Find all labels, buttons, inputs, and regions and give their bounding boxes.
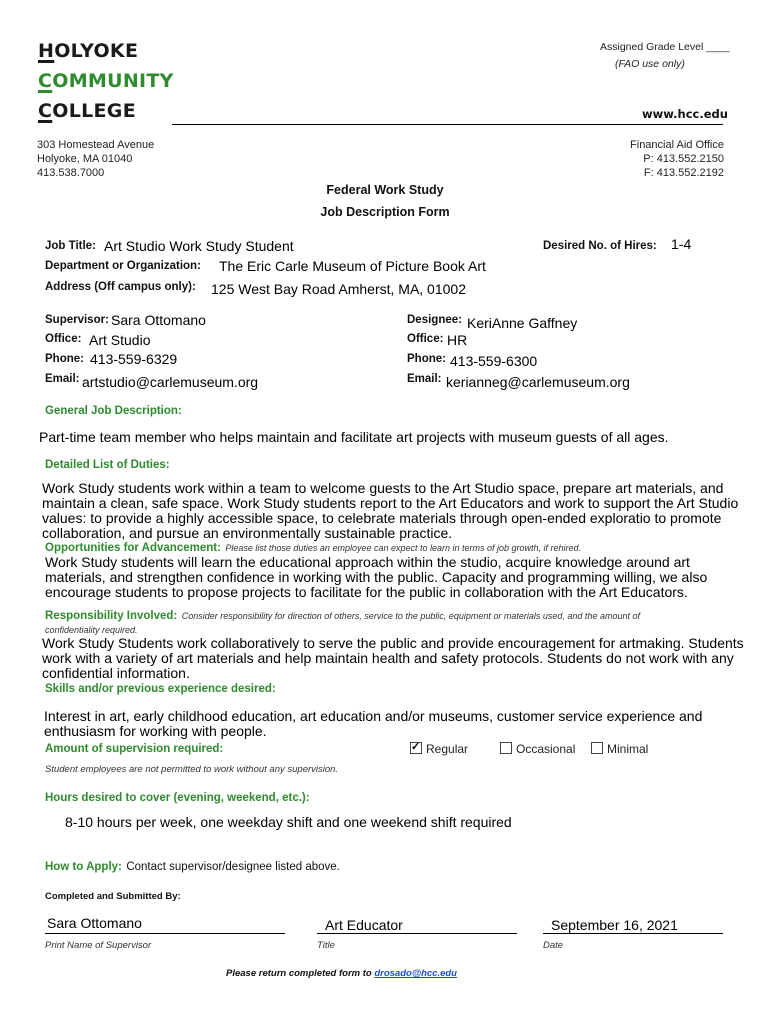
form-title-line1: Federal Work Study xyxy=(326,183,444,197)
supervisor-office-value[interactable]: Art Studio xyxy=(89,332,151,348)
department-label: Department or Organization: xyxy=(45,260,201,272)
department-value[interactable]: The Eric Carle Museum of Picture Book Art xyxy=(219,258,486,274)
logo-community: COMMUNITY xyxy=(38,70,174,92)
logo-holyoke: HOLYOKE xyxy=(38,40,139,62)
general-description-label: General Job Description: xyxy=(45,405,182,417)
address-line1: 303 Homestead Avenue xyxy=(37,139,155,151)
date-line xyxy=(543,933,723,934)
address-label: Address (Off campus only): xyxy=(45,281,196,293)
hires-value[interactable]: 1-4 xyxy=(671,236,692,252)
supervisor-name-value[interactable]: Sara Ottomano xyxy=(47,915,142,931)
hours-text[interactable]: 8-10 hours per week, one weekday shift and one weekend shift required xyxy=(65,814,512,830)
fao-use-only: (FAO use only) xyxy=(615,58,685,70)
advancement-text[interactable]: Work Study students will learn the educational approach within the studio, acquire knowledge around art materials, and strengthen confidence in working with the public. Capacity and programming willing, we also encourage students to propose projects to facilitate for the public in collaboration with the Art Educators. xyxy=(45,554,708,600)
title-caption: Title xyxy=(317,940,335,951)
date-value[interactable]: September 16, 2021 xyxy=(551,917,678,933)
designee-phone-value[interactable]: 413-559-6300 xyxy=(450,353,538,369)
assigned-grade-level: Assigned Grade Level ____ xyxy=(600,41,730,53)
return-text: Please return completed form to xyxy=(226,968,372,979)
hours-label: Hours desired to cover (evening, weekend, etc.): xyxy=(45,792,310,804)
supervisor-phone-label: Phone: xyxy=(45,353,84,365)
responsibility-label: Responsibility Involved: xyxy=(45,610,178,622)
skills-text[interactable]: Interest in art, early childhood education, art education and/or museums, customer service experience and enthusiasm for working with people. xyxy=(44,708,703,739)
office-fax: F: 413.552.2192 xyxy=(643,167,724,179)
skills-label: Skills and/or previous experience desired: xyxy=(45,683,276,695)
option-minimal[interactable]: Minimal xyxy=(591,742,648,756)
supervisor-email-label: Email: xyxy=(45,373,80,385)
office-phone: P: 413.552.2150 xyxy=(643,153,724,165)
checkbox-icon[interactable] xyxy=(500,742,512,754)
apply-text: Contact supervisor/designee listed above. xyxy=(126,861,340,873)
checkbox-checked-icon[interactable] xyxy=(410,742,422,754)
title-line xyxy=(317,933,517,934)
title-value[interactable]: Art Educator xyxy=(325,917,403,933)
name-caption: Print Name of Supervisor xyxy=(45,940,152,951)
apply-row xyxy=(45,857,340,875)
option-regular[interactable]: ✓ Regular xyxy=(410,742,468,756)
designee-office-label: Office: xyxy=(407,333,444,345)
job-title-value[interactable]: Art Studio Work Study Student xyxy=(104,238,294,254)
duties-text[interactable]: Work Study students work within a team to welcome guests to the Art Studio space, prepare art materials, and maintain a clean, safe space. Work Study students report to the Art Educators and work to support the Art Studio values: to provide a highly accessible space, to celebrate materials through open-ended exploratio to promote collaboration, and pursue an environmentally sustainable practice. xyxy=(42,481,739,541)
supervisor-label: Supervisor: xyxy=(45,314,109,326)
address-phone: 413.538.7000 xyxy=(37,167,105,179)
apply-label: How to Apply: xyxy=(45,861,122,873)
address-value[interactable]: 125 West Bay Road Amherst, MA, 01002 xyxy=(211,281,466,297)
website-link[interactable]: www.hcc.edu xyxy=(642,107,728,121)
job-title-label: Job Title: xyxy=(45,240,96,252)
responsibility-heading xyxy=(45,606,640,624)
designee-label: Designee: xyxy=(407,314,462,326)
hires-label: Desired No. of Hires: xyxy=(543,240,657,252)
supervisor-value[interactable]: Sara Ottomano xyxy=(111,312,206,328)
designee-phone-label: Phone: xyxy=(407,353,446,365)
responsibility-note-1: Consider responsibility for direction of others, service to the public, equipment or materials used, and the amount of xyxy=(181,611,640,621)
return-email-link[interactable]: drosado@hcc.edu xyxy=(374,968,457,979)
return-instructions xyxy=(226,968,457,979)
designee-email-label: Email: xyxy=(407,373,442,385)
supervisor-email-value[interactable]: artstudio@carlemuseum.org xyxy=(82,374,259,390)
supervision-label: Amount of supervision required: xyxy=(45,743,224,755)
name-line xyxy=(45,933,285,934)
checkbox-icon[interactable] xyxy=(591,742,603,754)
responsibility-note-2: confidentiality required. xyxy=(45,625,138,635)
logo-holyoke-rest: OLYOKE xyxy=(54,40,139,62)
option-occasional[interactable]: Occasional xyxy=(500,742,575,756)
supervisor-office-label: Office: xyxy=(45,333,82,345)
form-title-line2: Job Description Form xyxy=(320,205,450,219)
supervision-note: Student employees are not permitted to work without any supervision. xyxy=(45,764,339,775)
completed-label: Completed and Submitted By: xyxy=(45,891,181,902)
duties-label: Detailed List of Duties: xyxy=(45,459,170,471)
responsibility-text[interactable]: Work Study Students work collaboratively to serve the public and provide encouragement for artmaking. Students work with a variety of art materials and help maintain health and safety protocols. Students do not work with any confidential information. xyxy=(42,635,744,681)
advancement-note: Please list those duties an employee can expect to learn in terms of job growth, if rehired. xyxy=(225,543,582,553)
office-name: Financial Aid Office xyxy=(630,139,724,151)
general-description-text[interactable]: Part-time team member who helps maintain and facilitate art projects with museum guests of all ages. xyxy=(39,429,669,445)
address-line2: Holyoke, MA 01040 xyxy=(37,153,133,165)
designee-email-value[interactable]: kerianneg@carlemuseum.org xyxy=(446,374,630,390)
header-rule xyxy=(172,124,723,125)
advancement-label: Opportunities for Advancement: xyxy=(45,542,221,554)
date-caption: Date xyxy=(543,940,564,951)
logo-college: COLLEGE xyxy=(38,100,136,122)
supervisor-phone-value[interactable]: 413-559-6329 xyxy=(90,351,178,367)
designee-value[interactable]: KeriAnne Gaffney xyxy=(467,315,578,331)
designee-office-value[interactable]: HR xyxy=(447,332,468,348)
